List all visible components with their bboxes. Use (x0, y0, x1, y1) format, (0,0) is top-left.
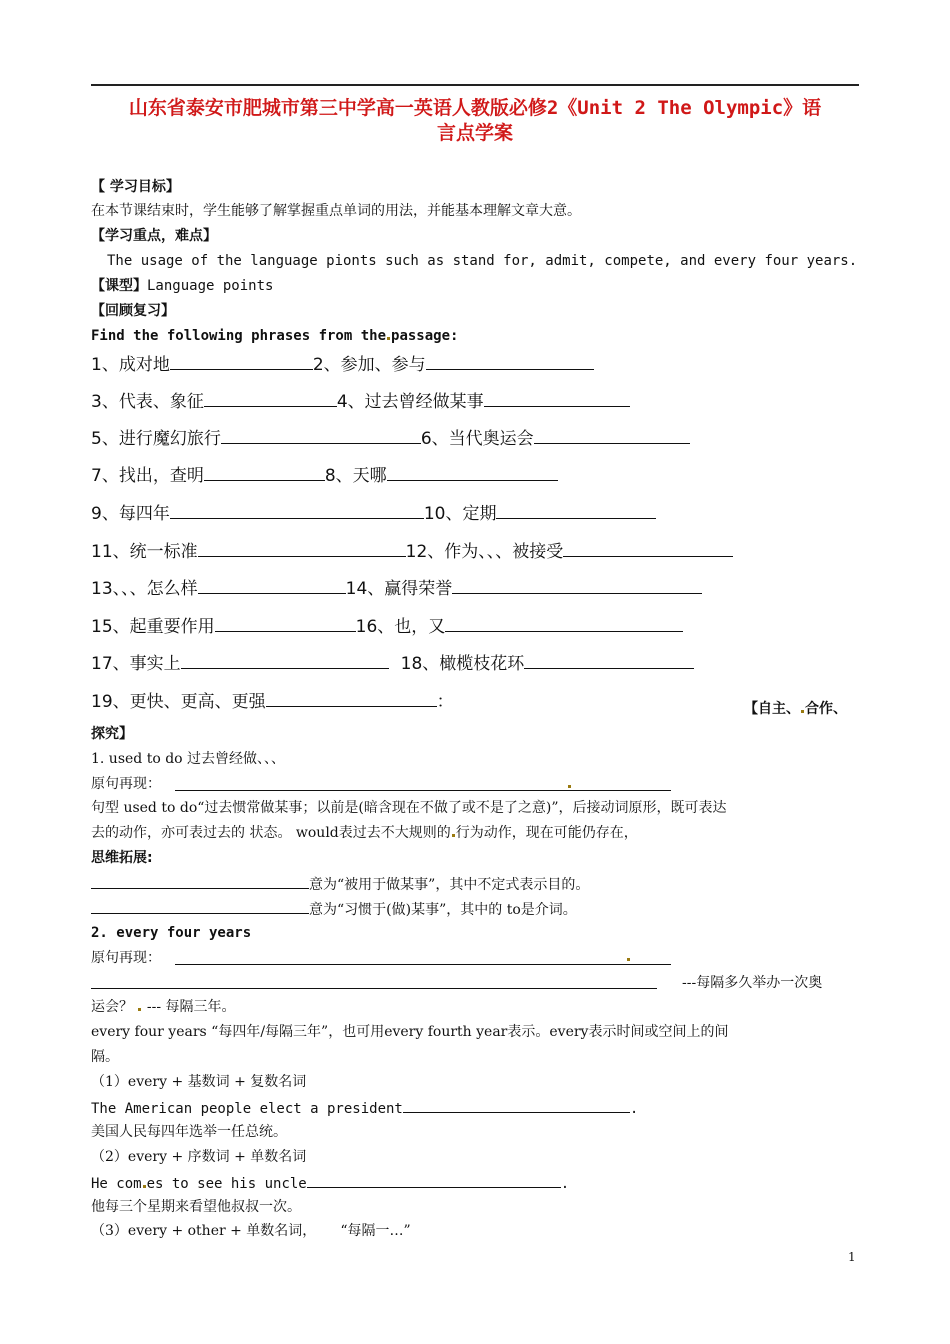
point2-explain-2: 隔。 (91, 1049, 119, 1065)
lesson-type-heading: 【课型】 (91, 278, 147, 294)
point2-sub-1: （1）every + 基数词 + 复数名词 (91, 1074, 307, 1090)
top-rule (91, 84, 859, 86)
point2-sub-3 (91, 1222, 411, 1240)
answer-blank[interactable] (452, 576, 702, 594)
answer-blank[interactable] (215, 614, 356, 632)
point1-explain-2b: 行为动作，现在可能仍存在， (455, 825, 638, 841)
answer-line[interactable] (175, 790, 671, 791)
answer-line[interactable] (175, 964, 671, 965)
phrase-end: ： (436, 692, 454, 712)
phrase-row (91, 614, 683, 638)
explore-heading (744, 700, 847, 718)
point2-question-2b: --- 每隔三年。 (146, 999, 236, 1015)
point2-example-1 (91, 1098, 638, 1118)
mark-dot (627, 958, 630, 961)
title-line-1: 山东省泰安市肥城市第三中学高一英语人教版必修2《Unit 2 The Olympic》语 (128, 97, 822, 119)
phrase-label: 17、事实上 (91, 654, 181, 674)
title-line-2: 言点学案 (436, 122, 513, 144)
point2-example-1-cn: 美国人民每四年选举一任总统。 (91, 1124, 287, 1140)
phrase-row (91, 689, 454, 713)
answer-blank[interactable] (170, 352, 313, 370)
focus-text: The usage of the language pionts such as stand for, admit, compete, and every four years. (107, 253, 858, 269)
extend-text-2: 意为“习惯于(做)某事”，其中的 to是介词。 (309, 902, 577, 918)
point2-original (91, 949, 161, 967)
answer-line[interactable] (91, 988, 657, 989)
phrase-row (91, 501, 656, 525)
page-number: 1 (848, 1250, 856, 1264)
phrase-row (91, 651, 694, 675)
answer-blank[interactable] (524, 651, 694, 669)
focus-heading: 【学习重点，难点】 (91, 228, 217, 244)
phrase-label: 14、赢得荣誉 (345, 579, 453, 599)
answer-blank[interactable] (387, 463, 558, 481)
answer-blank[interactable] (266, 689, 437, 707)
answer-blank[interactable] (204, 463, 325, 481)
phrase-label: 1、成对地 (91, 355, 170, 375)
phrase-label: 19、更快、更高、更强 (91, 692, 266, 712)
point2-sub-3a: （3）every + other + 单数名词， (91, 1223, 317, 1239)
phrase-label: 15、起重要作用 (91, 617, 215, 637)
answer-blank[interactable] (534, 426, 690, 444)
phrase-label: 16、也，又 (355, 617, 446, 637)
point1-original (91, 775, 161, 793)
example-2-end: . (560, 1176, 570, 1192)
explore-heading-b: 合作、 (805, 701, 847, 717)
phrase-label: 9、每四年 (91, 504, 170, 524)
example-2-text-a: He com (91, 1176, 142, 1192)
point2-question-2a: 运会？ (91, 999, 133, 1015)
point2-example-2 (91, 1173, 569, 1193)
review-instruction-end: passage: (391, 328, 459, 344)
point2-sub-2: （2）every + 序数词 + 单数名词 (91, 1149, 307, 1165)
phrase-row (91, 389, 630, 413)
phrase-label: 3、代表、象征 (91, 392, 204, 412)
explore-heading-a: 【自主、 (744, 701, 800, 717)
example-2-text-b: es to see his uncle (146, 1176, 307, 1192)
original-label: 原句再现： (91, 950, 161, 966)
mark-dot (568, 785, 571, 788)
answer-blank[interactable] (198, 539, 406, 557)
point2-question-tail: ---每隔多久举办一次奥 (682, 975, 823, 991)
point2-example-2-cn: 他每三个星期来看望他叔叔一次。 (91, 1199, 301, 1215)
answer-blank[interactable] (221, 426, 421, 444)
review-heading: 【回顾复习】 (91, 303, 175, 319)
phrase-label: 7、找出，查明 (91, 466, 204, 486)
phrase-label: 8、天哪 (324, 466, 387, 486)
answer-blank[interactable] (204, 389, 337, 407)
phrase-label: 12、作为、、、被接受 (405, 542, 564, 562)
extend-item-1 (91, 874, 589, 894)
original-label: 原句再现： (91, 776, 161, 792)
point1-explain-2 (91, 824, 638, 842)
answer-blank[interactable] (91, 874, 309, 889)
answer-blank[interactable] (307, 1173, 561, 1188)
mark-dot (452, 834, 455, 837)
answer-blank[interactable] (91, 899, 309, 914)
answer-blank[interactable] (563, 539, 733, 557)
page-title (88, 96, 862, 146)
mark-dot (387, 337, 390, 340)
phrase-row (91, 539, 733, 563)
extend-heading: 思维拓展: (91, 850, 153, 866)
lesson-type-value: Language points (147, 278, 274, 294)
mark-dot (143, 1185, 146, 1188)
example-1-text: The American people elect a president (91, 1101, 403, 1117)
point1-heading: 1. used to do 过去曾经做、、、 (91, 751, 286, 767)
goal-heading: 【 学习目标】 (91, 179, 180, 195)
phrase-row (91, 352, 594, 376)
review-instruction-text: Find the following phrases from the (91, 328, 387, 344)
answer-blank[interactable] (170, 501, 424, 519)
answer-blank[interactable] (445, 614, 683, 632)
answer-blank[interactable] (496, 501, 656, 519)
point1-explain-2a: 去的动作，亦可表过去的 状态。 would表过去不大规则的 (91, 825, 451, 841)
phrase-row (91, 576, 702, 600)
phrase-label: 10、定期 (423, 504, 497, 524)
goal-text: 在本节课结束时，学生能够了解掌握重点单词的用法，并能基本理解文章大意。 (91, 203, 581, 219)
point2-question-2 (91, 998, 236, 1016)
phrase-label: 5、进行魔幻旅行 (91, 429, 221, 449)
mark-dot (138, 1008, 141, 1011)
review-instruction (91, 327, 458, 345)
answer-blank[interactable] (484, 389, 630, 407)
phrase-label: 18、橄榄枝花环 (400, 654, 525, 674)
extend-item-2 (91, 899, 577, 919)
answer-blank[interactable] (198, 576, 346, 594)
answer-blank[interactable] (403, 1098, 630, 1113)
lesson-type (91, 277, 273, 295)
point2-heading: 2. every four years (91, 925, 252, 941)
answer-blank[interactable] (426, 352, 594, 370)
phrase-row (91, 463, 558, 487)
phrase-label: 6、当代奥运会 (420, 429, 534, 449)
mark-dot (801, 710, 804, 713)
answer-blank[interactable] (181, 651, 389, 669)
point2-explain-1: every four years “每四年/每隔三年”，也可用every fourth year表示。every表示时间或空间上的间 (91, 1024, 729, 1040)
phrase-label: 2、参加、参与 (312, 355, 426, 375)
phrase-label: 4、过去曾经做某事 (336, 392, 484, 412)
point2-sub-3b: “每隔一…” (340, 1223, 411, 1239)
extend-text-1: 意为“被用于做某事”，其中不定式表示目的。 (309, 877, 590, 893)
explore-heading-cont: 探究】 (91, 726, 133, 742)
phrase-row (91, 426, 690, 450)
phrase-label: 11、统一标准 (91, 542, 198, 562)
example-1-end: . (629, 1101, 639, 1117)
phrase-label: 13、、、怎么样 (91, 579, 198, 599)
point1-explain-1: 句型 used to do“过去惯常做某事；以前是(暗含现在不做了或不是了之意)”，后接动词原形，既可表达 (91, 800, 727, 816)
